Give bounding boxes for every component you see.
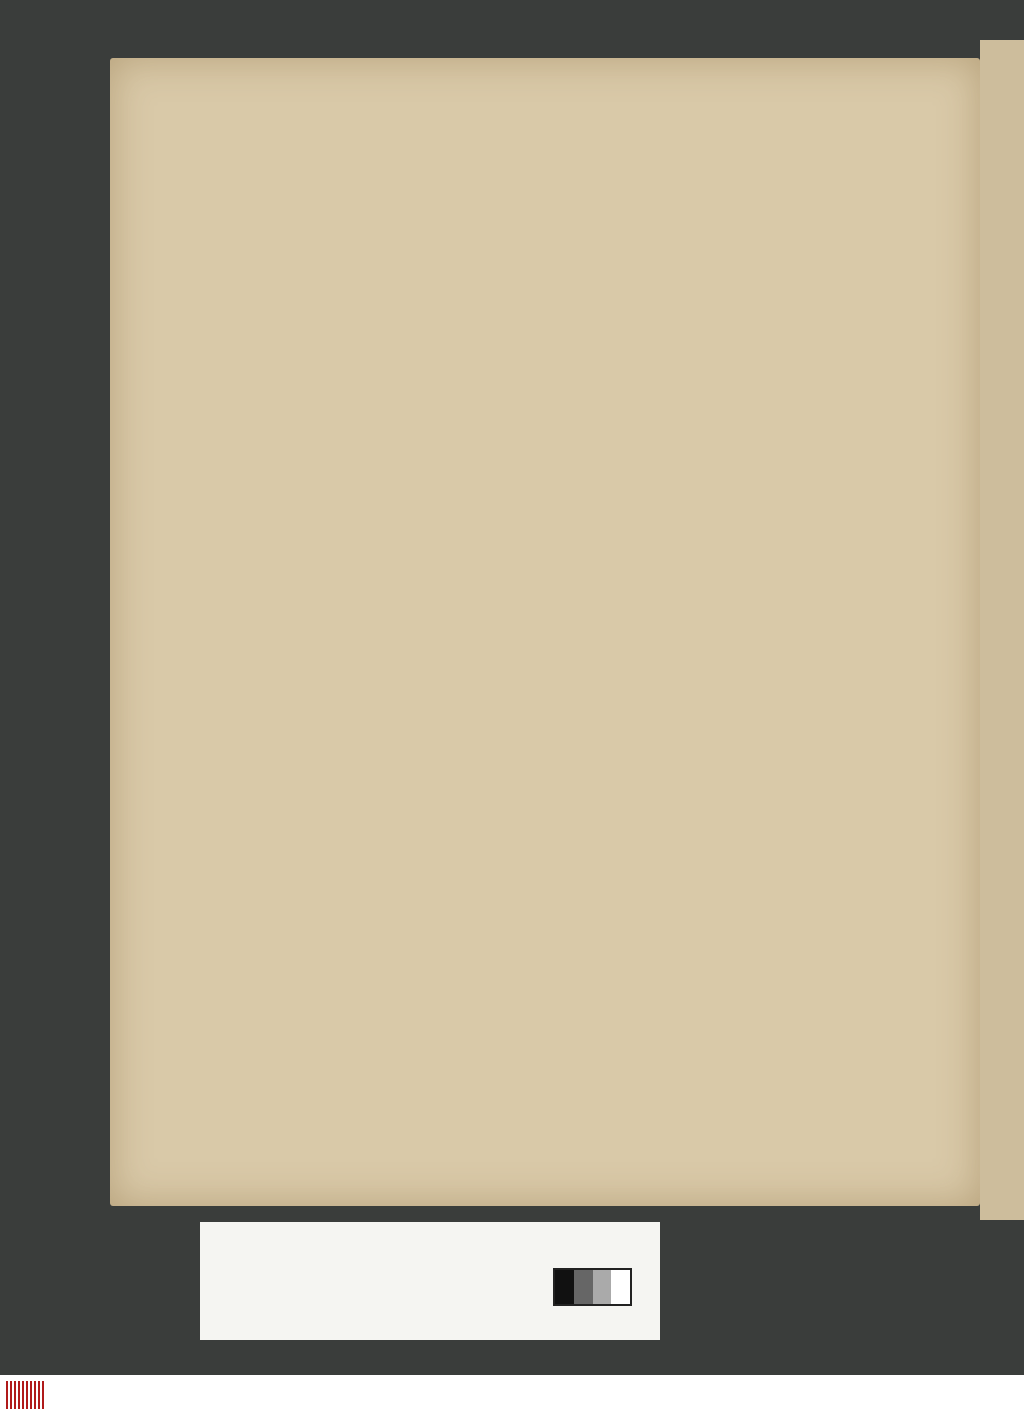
ruler <box>218 1270 463 1306</box>
color-calibration-card <box>200 1222 660 1340</box>
barcode-icon <box>6 1381 46 1409</box>
gray-scale-swatch <box>553 1268 632 1306</box>
footer-bar <box>0 1375 1024 1415</box>
book-spine-edge <box>980 40 1024 1220</box>
book-page <box>110 58 980 1206</box>
